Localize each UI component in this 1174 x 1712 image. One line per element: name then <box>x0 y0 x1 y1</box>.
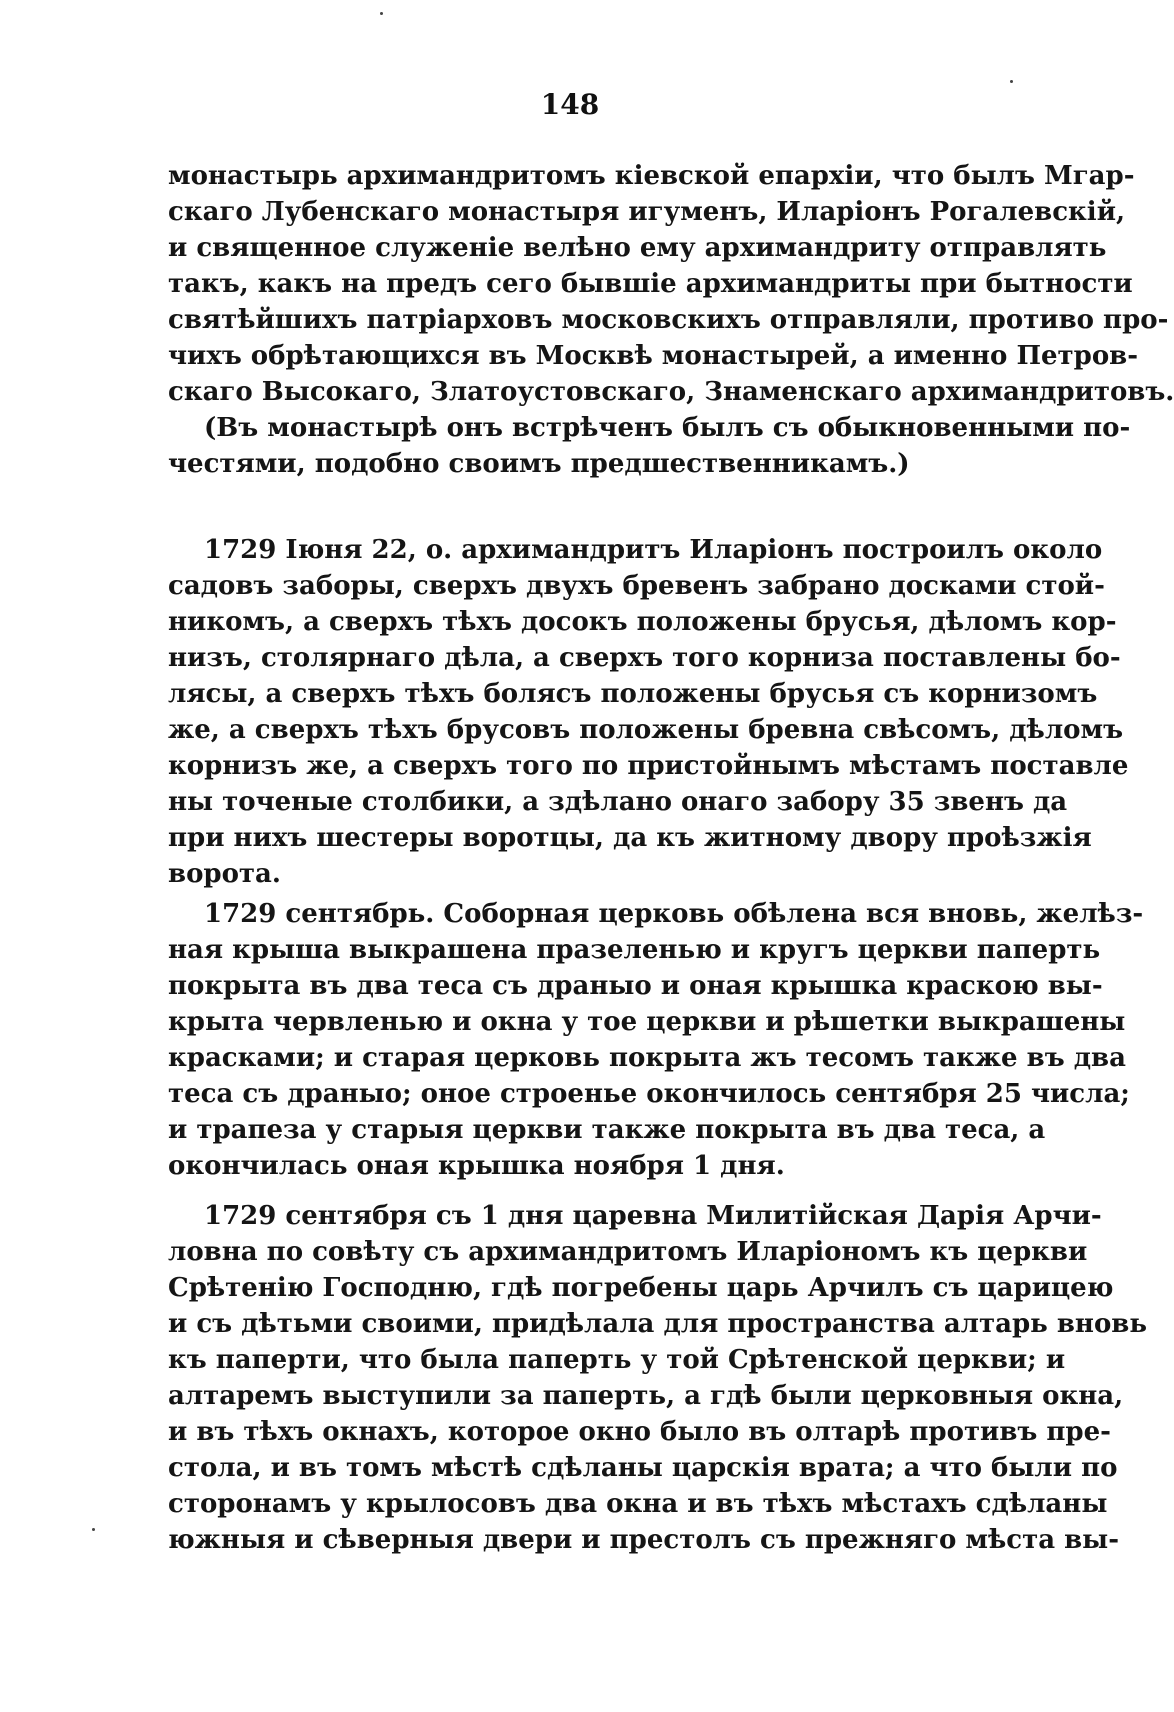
text-line: ны точеные столбики, а здѣлано онаго забору 35 звенъ да <box>168 787 1068 817</box>
print-speck <box>92 1528 95 1531</box>
text-line: скаго Высокаго, Златоустовскаго, Знаменскаго архимандритовъ. <box>168 377 1174 407</box>
text-line: 1729 Іюня 22, о. архимандритъ Иларіонъ построилъ около <box>204 535 1103 565</box>
text-line: 1729 сентября съ 1 дня царевна Милитійская Дарія Арчи- <box>204 1201 1102 1231</box>
text-line: южныя и сѣверныя двери и престолъ съ прежняго мѣста вы- <box>168 1525 1120 1555</box>
text-line: скаго Лубенскаго монастыря игуменъ, Иларіонъ Рогалевскій, <box>168 197 1126 227</box>
text-line: красками; и старая церковь покрыта жъ тесомъ также въ два <box>168 1043 1126 1073</box>
text-line: монастырь архимандритомъ кіевской епархіи, что былъ Мгар- <box>168 161 1135 191</box>
text-line: чихъ обрѣтающихся въ Москвѣ монастырей, а именно Петров- <box>168 341 1139 371</box>
text-line: ворота. <box>168 859 281 889</box>
text-line: теса съ драныо; оное строенье окончилось сентября 25 числа; <box>168 1079 1130 1109</box>
text-line: такъ, какъ на предъ сего бывшіе архимандриты при бытности <box>168 269 1133 299</box>
print-speck <box>1010 80 1013 83</box>
text-line: честями, подобно своимъ предшественникамъ.) <box>168 449 910 479</box>
text-line: крыта червленью и окна у тое церкви и рѣшетки выкрашены <box>168 1007 1126 1037</box>
text-line: (Въ монастырѣ онъ встрѣченъ былъ съ обыкновенными по- <box>204 413 1131 443</box>
text-line: и въ тѣхъ окнахъ, которое окно было въ олтарѣ противъ пре- <box>168 1417 1111 1447</box>
text-line: и трапеза у старыя церкви также покрыта въ два теса, а <box>168 1115 1046 1145</box>
text-line: окончилась оная крышка ноября 1 дня. <box>168 1151 785 1181</box>
text-line: 1729 сентябрь. Соборная церковь обѣлена вся вновь, желѣз- <box>204 899 1144 929</box>
text-line: ловна по совѣту съ архимандритомъ Иларіономъ къ церкви <box>168 1237 1088 1267</box>
text-line: садовъ заборы, сверхъ двухъ бревенъ забрано досками стой- <box>168 571 1105 601</box>
text-line: ная крыша выкрашена празеленью и кругъ церкви паперть <box>168 935 1101 965</box>
text-line: никомъ, а сверхъ тѣхъ досокъ положены брусья, дѣломъ кор- <box>168 607 1117 637</box>
text-line: сторонамъ у крылосовъ два окна и въ тѣхъ мѣстахъ сдѣланы <box>168 1489 1108 1519</box>
page-number: 148 <box>540 88 600 121</box>
paragraph-4 <box>168 1198 1147 1558</box>
paragraph-1 <box>168 158 1174 482</box>
text-line: Срѣтенію Господню, гдѣ погребены царь Арчилъ съ царицею <box>168 1273 1114 1303</box>
text-line: лясы, а сверхъ тѣхъ болясъ положены брусья съ корнизомъ <box>168 679 1098 709</box>
text-line: и съ дѣтьми своими, придѣлала для пространства алтарь вновь <box>168 1309 1147 1339</box>
text-line: и священное служеніе велѣно ему архимандриту отправлять <box>168 233 1107 263</box>
print-speck <box>380 12 383 15</box>
text-line: при нихъ шестеры воротцы, да къ житному двору проѣзжія <box>168 823 1092 853</box>
text-line: же, а сверхъ тѣхъ брусовъ положены бревна свѣсомъ, дѣломъ <box>168 715 1124 745</box>
text-line: святѣйшихъ патріарховъ московскихъ отправляли, противо про- <box>168 305 1169 335</box>
text-line: къ паперти, что была паперть у той Срѣтенской церкви; и <box>168 1345 1066 1375</box>
paragraph-2 <box>168 532 1129 892</box>
text-line: корнизъ же, а сверхъ того по пристойнымъ мѣстамъ поставле <box>168 751 1129 781</box>
text-line: стола, и въ томъ мѣстѣ сдѣланы царскія врата; а что были по <box>168 1453 1118 1483</box>
text-line: алтаремъ выступили за паперть, а гдѣ были церковныя окна, <box>168 1381 1124 1411</box>
text-line: покрыта въ два теса съ драныо и оная крышка краскою вы- <box>168 971 1103 1001</box>
text-line: низъ, столярнаго дѣла, а сверхъ того корниза поставлены бо- <box>168 643 1121 673</box>
paragraph-3 <box>168 896 1144 1184</box>
